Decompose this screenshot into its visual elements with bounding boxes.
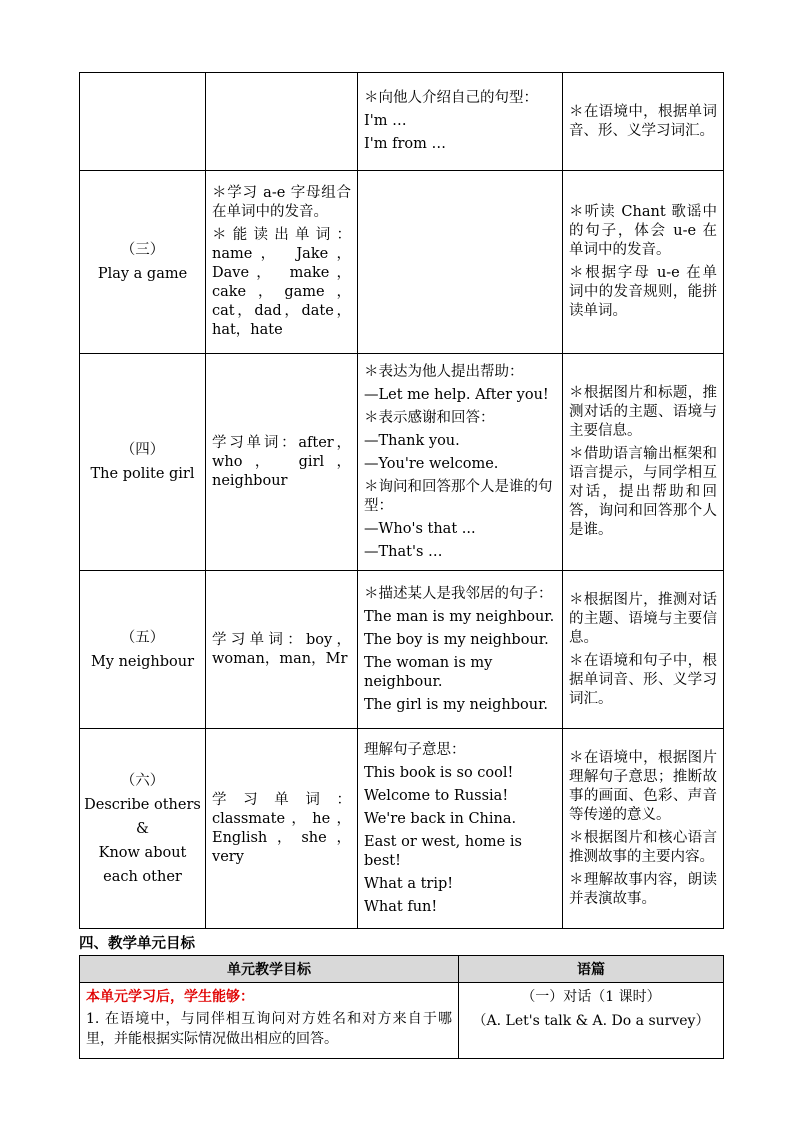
sentence-line: —You're welcome. xyxy=(364,455,499,472)
lesson-number: （六） xyxy=(120,772,165,789)
vocab-text: 学习单词：boy，woman，man，Mr xyxy=(212,631,351,667)
sentence-line: This book is so cool! xyxy=(364,764,514,781)
lesson-title-cell xyxy=(80,73,206,171)
sentences-cell xyxy=(358,171,563,354)
lesson-name: My neighbour xyxy=(90,653,195,670)
lesson-row xyxy=(80,354,724,571)
vocab-text: ＊能读出单词：name， Jake， Dave， make， cake，game，cat，dad，date，hat，hate xyxy=(212,227,351,338)
sentence-line: The woman is my neighbour. xyxy=(364,654,493,690)
sentence-line: ＊向他人介绍自己的句型： xyxy=(364,90,538,106)
vocab-text: 学习单词：classmate，he，English，she，very xyxy=(212,791,351,865)
sentence-line: Welcome to Russia! xyxy=(364,787,509,804)
lesson-row xyxy=(80,571,724,729)
sentence-line: —Let me help. After you! xyxy=(364,386,549,403)
lesson-row xyxy=(80,729,724,929)
goals-table xyxy=(79,955,724,1059)
sentence-line: —That's … xyxy=(364,543,443,560)
sentences-cell xyxy=(358,354,563,571)
activities-cell xyxy=(563,354,724,571)
lesson-number: （五） xyxy=(120,629,165,646)
text-title: （一）对话（1 课时） xyxy=(521,989,661,1005)
vocab-cell xyxy=(206,354,358,571)
activity-text: ＊根据图片和标题，推测对话的主题、语境与主要信息。 xyxy=(569,385,717,439)
texts-header: 语篇 xyxy=(459,956,724,983)
section-title: 四、教学单元目标 xyxy=(79,936,195,952)
vocab-cell xyxy=(206,571,358,729)
goal-item: 1. 在语境中，与同伴相互询问对方姓名和对方来自于哪里，并能根据实际情况做出相应的回答。 xyxy=(86,1011,452,1047)
sentence-line: The girl is my neighbour. xyxy=(364,696,549,713)
activity-text: ＊根据图片，推测对话的主题、语境与主要信息。 xyxy=(569,591,717,646)
vocab-cell xyxy=(206,73,358,171)
activity-text: ＊在语境中，根据单词音、形、义学习词汇。 xyxy=(569,103,717,139)
lesson-row xyxy=(80,73,724,171)
activities-cell xyxy=(563,571,724,729)
vocab-cell xyxy=(206,729,358,929)
vocab-text: ＊学习 a-e 字母组合在单词中的发音。 xyxy=(212,185,351,220)
lesson-name: The polite girl xyxy=(90,466,195,482)
lesson-name-line: Describe others xyxy=(84,796,201,813)
sentences-cell xyxy=(358,729,563,929)
activity-text: ＊理解故事内容，朗读并表演故事。 xyxy=(569,871,717,907)
lesson-number: （四） xyxy=(120,442,165,458)
vocab-text: 学习单词：after，who， girl， neighbour xyxy=(212,434,351,489)
goals-header: 单元教学目标 xyxy=(80,956,459,983)
activities-cell xyxy=(563,73,724,171)
sentence-line: 理解句子意思： xyxy=(364,741,466,758)
activity-text: ＊在语境和句子中，根据单词音、形、义学习词汇。 xyxy=(569,652,717,707)
text-subtitle: （A. Let's talk & A. Do a survey） xyxy=(472,1013,710,1029)
sentence-line: —Thank you. xyxy=(364,432,460,449)
lesson-number: （三） xyxy=(120,242,165,258)
activity-text: ＊在语境中，根据图片理解句子意思；推断故事的画面、色彩、声音等传递的意义。 xyxy=(569,749,717,823)
activities-cell xyxy=(563,171,724,354)
sentence-line: What fun! xyxy=(364,898,438,915)
sentence-line: East or west, home is best! xyxy=(364,833,522,869)
lesson-row xyxy=(80,171,724,354)
sentences-cell xyxy=(358,571,563,729)
lesson-name-line: each other xyxy=(103,868,182,885)
sentence-line: ＊表达为他人提出帮助： xyxy=(364,363,524,380)
sentences-cell xyxy=(358,73,563,171)
sentence-line: ＊表示感谢和回答： xyxy=(364,409,495,426)
sentence-line: We're back in China. xyxy=(364,810,517,827)
sentence-line: I'm … xyxy=(364,113,407,129)
activity-text: ＊借助语言输出框架和语言提示，与同学相互对话，提出帮助和回答，询问和回答那个人是谁。 xyxy=(569,446,717,538)
text-cell xyxy=(459,983,724,1059)
lesson-title-cell xyxy=(80,171,206,354)
lesson-name-line: Know about xyxy=(98,844,187,861)
lesson-title-cell xyxy=(80,571,206,729)
sentence-line: —Who's that ... xyxy=(364,520,476,537)
sentence-line: ＊询问和回答那个人是谁的句型： xyxy=(364,478,553,514)
activity-text: ＊听读 Chant 歌谣中的句子，体会 u-e 在单词中的发音。 xyxy=(569,204,717,258)
lesson-name-line: & xyxy=(136,820,149,837)
vocab-cell xyxy=(206,171,358,354)
sentence-line: The boy is my neighbour. xyxy=(364,631,549,648)
goals-intro: 本单元学习后，学生能够： xyxy=(86,989,254,1005)
goals-cell xyxy=(80,983,459,1059)
activity-text: ＊根据图片和核心语言推测故事的主要内容。 xyxy=(569,829,717,865)
sentence-line: The man is my neighbour. xyxy=(364,608,555,625)
activities-cell xyxy=(563,729,724,929)
lesson-table xyxy=(79,72,724,929)
activity-text: ＊根据字母 u-e 在单词中的发音规则，能拼读单词。 xyxy=(569,265,717,319)
sentence-line: ＊描述某人是我邻居的句子： xyxy=(364,585,553,602)
sentence-line: What a trip! xyxy=(364,875,454,892)
sentence-line: I'm from … xyxy=(364,136,446,152)
lesson-title-cell xyxy=(80,729,206,929)
lesson-title-cell xyxy=(80,354,206,571)
lesson-name: Play a game xyxy=(97,266,188,282)
